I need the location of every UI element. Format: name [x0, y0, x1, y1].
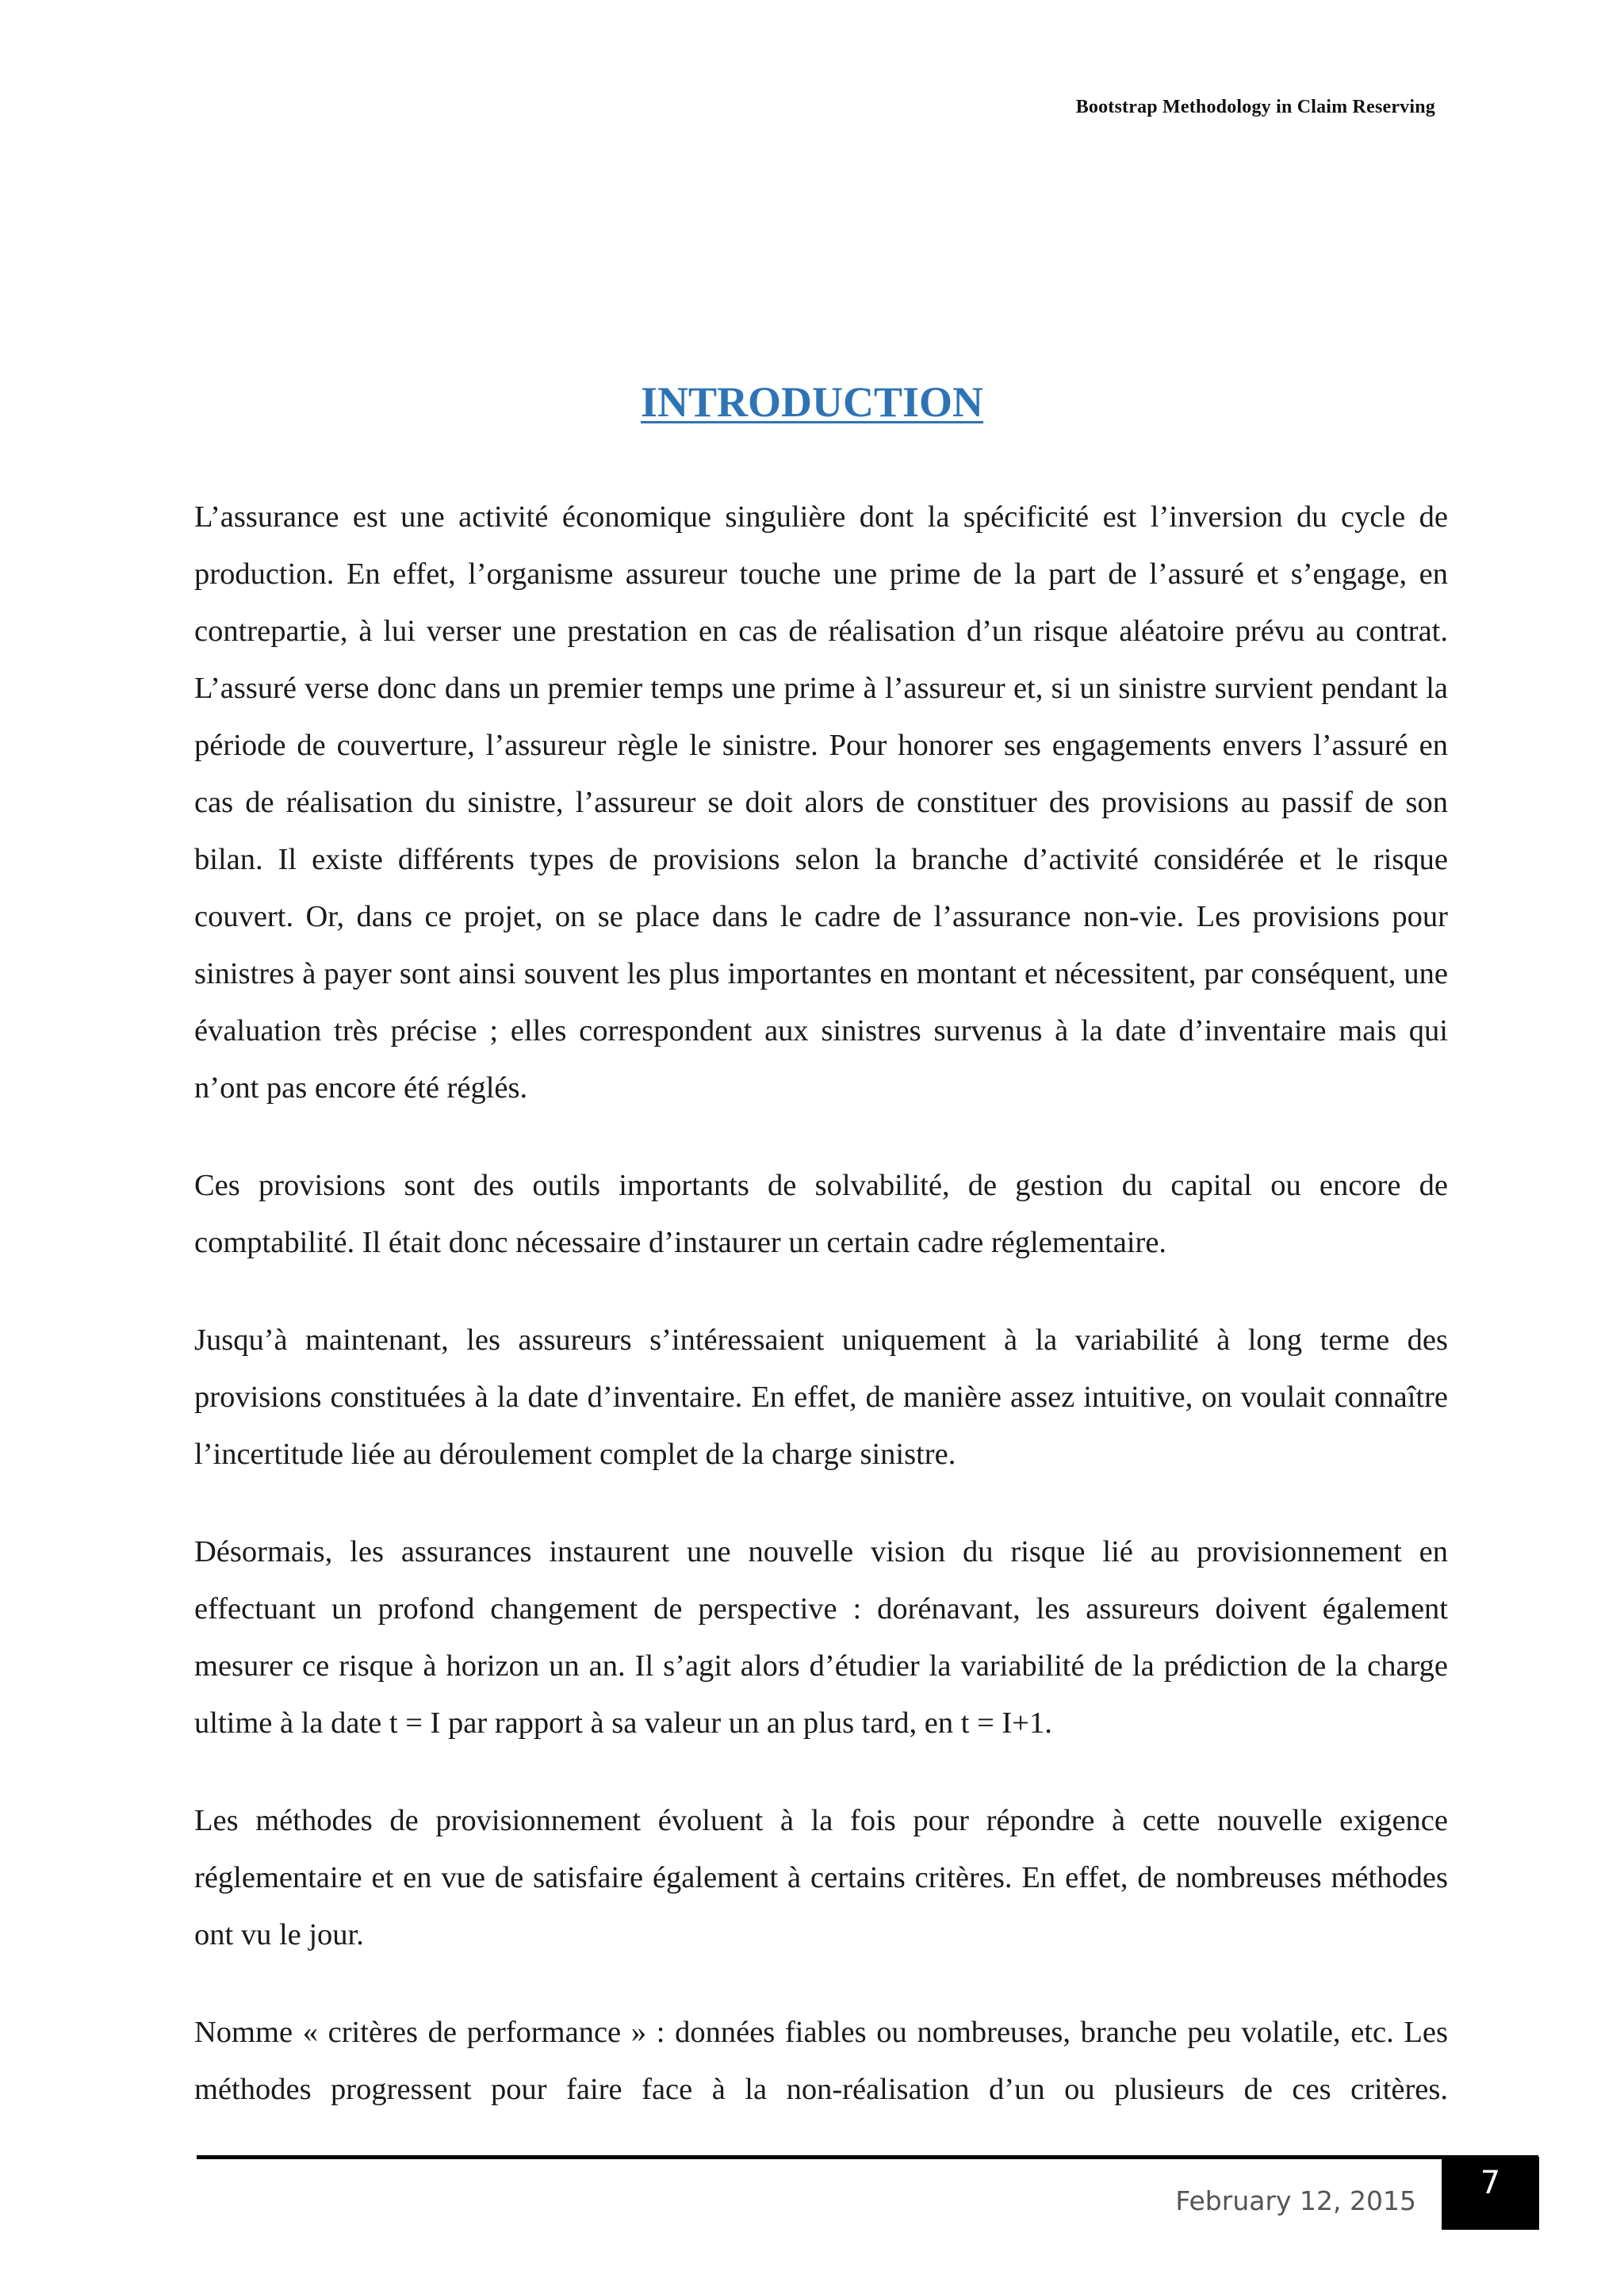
body-text — [194, 488, 1448, 2158]
paragraph: Jusqu’à maintenant, les assureurs s’intéressaient uniquement à la variabilité à long terme des provisions constituées à la date d’inventaire. En effet, de manière assez intuitive, on voulait connaître l’incertitude liée au déroulement complet de la charge sinistre. — [194, 1323, 1448, 1471]
page-number-label: 7 — [1480, 2165, 1501, 2201]
paragraph: Désormais, les assurances instaurent une nouvelle vision du risque lié au provisionnement en effectuant un profond changement de perspective : dorénavant, les assureurs doivent également mesurer ce risque à horizon un an. Il s’agit alors d’étudier la variabilité de la prédiction de la charge ultime à la date t = I par rapport à sa valeur un an plus tard, en t = I+1. — [194, 1535, 1448, 1740]
paragraph: Les méthodes de provisionnement évoluent à la fois pour répondre à cette nouvelle exigence réglementaire et en vue de satisfaire également à certains critères. En effet, de nombreuses méthodes ont vu le jour. — [194, 1804, 1448, 1951]
running-header: Bootstrap Methodology in Claim Reserving — [1075, 97, 1435, 117]
paragraph: L’assurance est une activité économique singulière dont la spécificité est l’inversion du cycle de production. En effet, l’organisme assureur touche une prime de la part de l’assuré et s’engage, en contrepartie, à lui verser une prestation en cas de réalisation d’un risque aléatoire prévu au contrat. L’assuré verse donc dans un premier temps une prime à l’assureur et, si un sinistre survient pendant la période de couverture, l’assureur règle le sinistre. Pour honorer ses engagements envers l’assuré en cas de réalisation du sinistre, l’assureur se doit alors de constituer des provisions au passif de son bilan. Il existe différents types de provisions selon la branche d’activité considérée et le risque couvert. Or, dans ce projet, on se place dans le cadre de l’assurance non-vie. Les provisions pour sinistres à payer sont ainsi souvent les plus importantes en montant et nécessitent, par conséquent, une évaluation très précise ; elles correspondent aux sinistres survenus à la date d’inventaire mais qui n’ont pas encore été réglés. — [194, 500, 1448, 1105]
page-title: INTRODUCTION — [640, 378, 984, 426]
page-number — [1442, 2157, 1539, 2230]
paragraph: Ces provisions sont des outils importants de solvabilité, de gestion du capital ou encore de comptabilité. Il était donc nécessaire d’instaurer un certain cadre réglementaire. — [194, 1169, 1448, 1259]
footer-divider — [197, 2155, 1538, 2159]
footer-date: February 12, 2015 — [1175, 2185, 1416, 2216]
paragraph: Nomme « critères de performance » : données fiables ou nombreuses, branche peu volatile, etc. Les méthodes progressent pour faire face à la non-réalisation d’un ou plusieurs de ces critères. — [194, 2016, 1448, 2106]
